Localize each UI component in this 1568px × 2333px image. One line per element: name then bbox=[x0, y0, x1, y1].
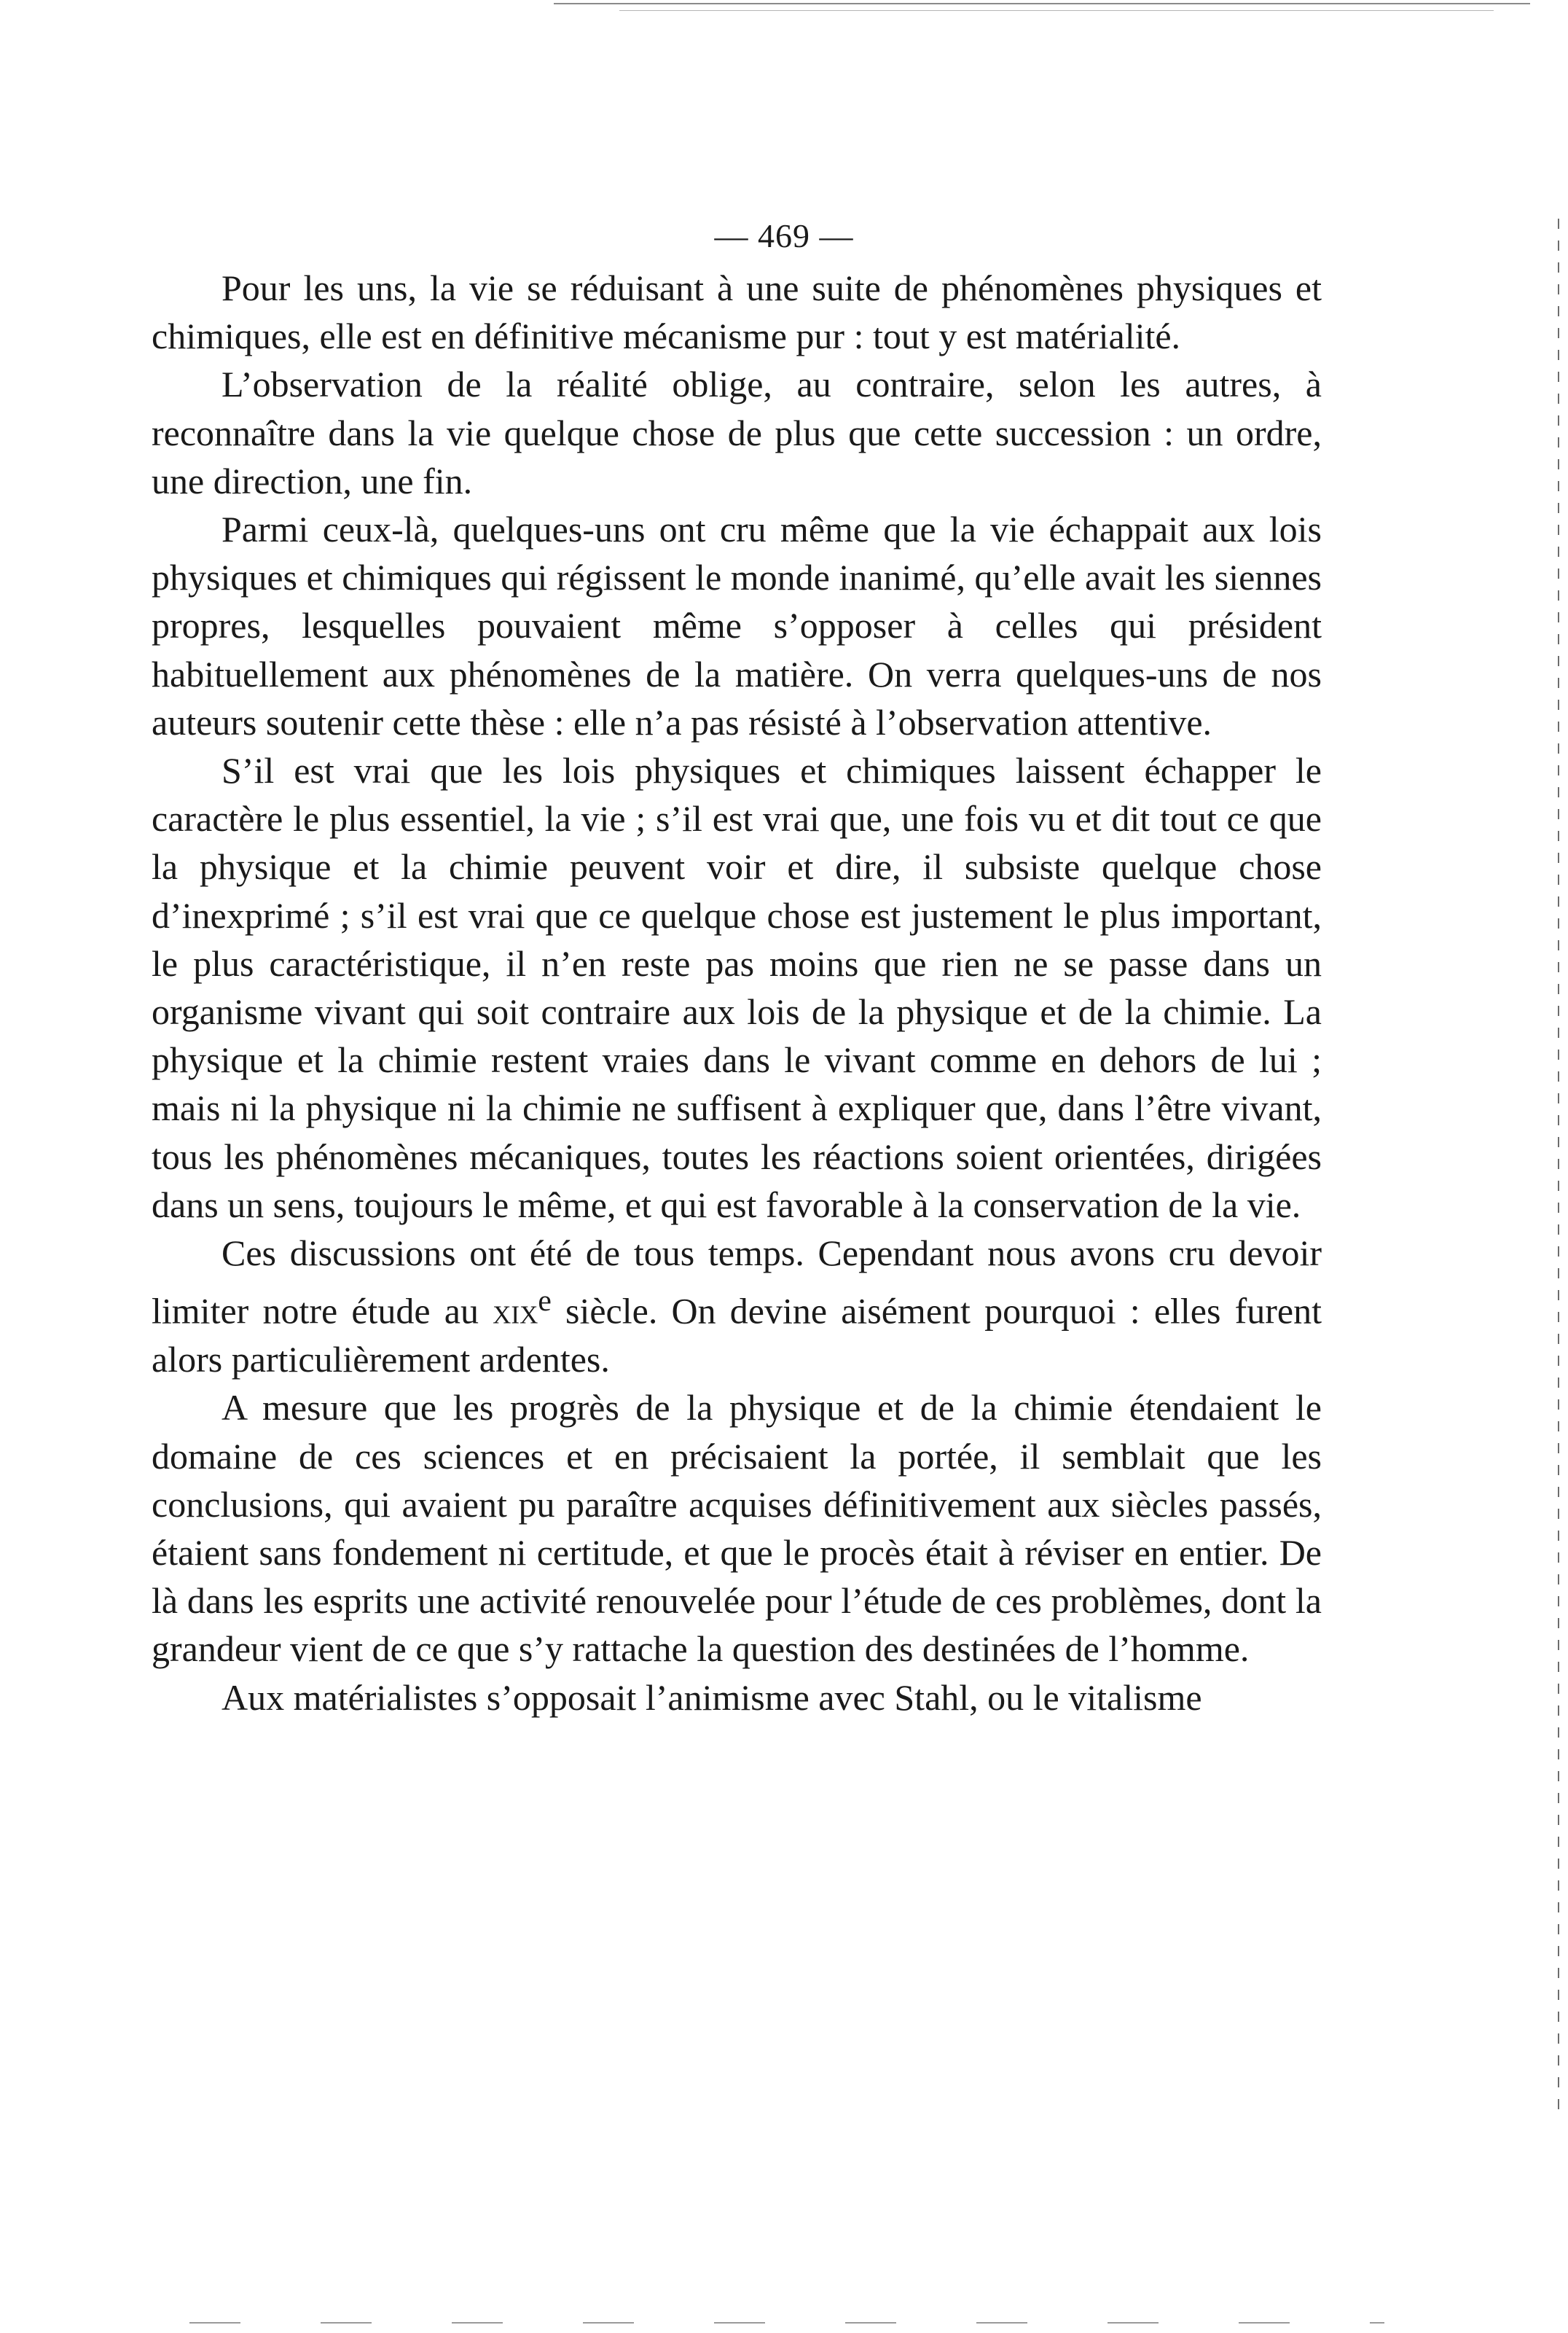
paragraph-5-start: Ces discussions ont été de tous temps. Cependant nous avons cru devoir limiter notre étude au bbox=[152, 1232, 1322, 1332]
paragraph-1: Pour les uns, la vie se réduisant à une suite de phénomènes physiques et chimiques, elle est en définitive mécanisme pur : tout y est matérialité. bbox=[152, 267, 1322, 357]
paragraph-7: Aux matérialistes s’opposait l’animisme avec Stahl, ou le vitalisme bbox=[222, 1676, 1202, 1718]
century-superscript: e bbox=[538, 1284, 552, 1318]
scan-edge-top bbox=[554, 3, 1530, 4]
body-text bbox=[152, 264, 1322, 1722]
page-number: — 469 — bbox=[714, 217, 854, 254]
paragraph-5-end: siècle. On devine aisément pourquoi : elles furent alors particulièrement ardentes. bbox=[152, 1290, 1322, 1380]
paragraph-2: L’observation de la réalité oblige, au contraire, selon les autres, à reconnaître dans la vie quelque chose de plus que cette succession : un ordre, une direction, une fin. bbox=[152, 364, 1322, 501]
paragraph-3: Parmi ceux-là, quelques-uns ont cru même que la vie échappait aux lois physiques et chimiques qui régissent le monde inanimé, qu’elle avait les siennes propres, lesquelles pouvaient même s’opposer à celles qui président habituellement aux phénomènes de la matière. On verra quelques-uns de nos auteurs soutenir cette thèse : elle n’a pas résisté à l’observation attentive. bbox=[152, 509, 1322, 743]
scan-edge-right bbox=[1558, 219, 1559, 2114]
paragraph-5 bbox=[152, 1229, 1322, 1383]
paragraph-4: S’il est vrai que les lois physiques et chimiques laissent échapper le caractère le plus essentiel, la vie ; s’il est vrai que, une fois vu et dit tout ce que la physique et la chimie peuvent voir et dire, il subsiste quelque chose d’inexprimé ; s’il est vrai que ce quelque chose est justement le plus important, le plus caractéristique, il n’en reste pas moins que rien ne se passe dans un organisme vivant qui soit contraire aux lois de la physique et de la chimie. La physique et la chimie restent vraies dans le vivant comme en dehors de lui ; mais ni la physique ni la chimie ne suffisent à expliquer que, dans l’être vivant, tous les phénomènes mécaniques, toutes les réactions soient orientées, dirigées dans un sens, toujours le même, et qui est favorable à la conservation de la vie. bbox=[152, 750, 1322, 1225]
scan-edge-top-secondary bbox=[619, 10, 1494, 11]
paragraph-6: A mesure que les progrès de la physique et de la chimie étendaient le domaine de ces sciences et en précisaient la portée, il semblait que les conclusions, qui avaient pu paraître acquises définitivement aux siècles passés, étaient sans fondement ni certitude, et que le procès était à réviser en entier. De là dans les esprits une activité renouvelée pour l’étude de ces problèmes, dont la grandeur vient de ce que s’y rattache la question des destinées de l’homme. bbox=[152, 1387, 1322, 1670]
century-numeral: xix bbox=[493, 1290, 538, 1332]
scan-edge-bottom bbox=[189, 2322, 1384, 2324]
